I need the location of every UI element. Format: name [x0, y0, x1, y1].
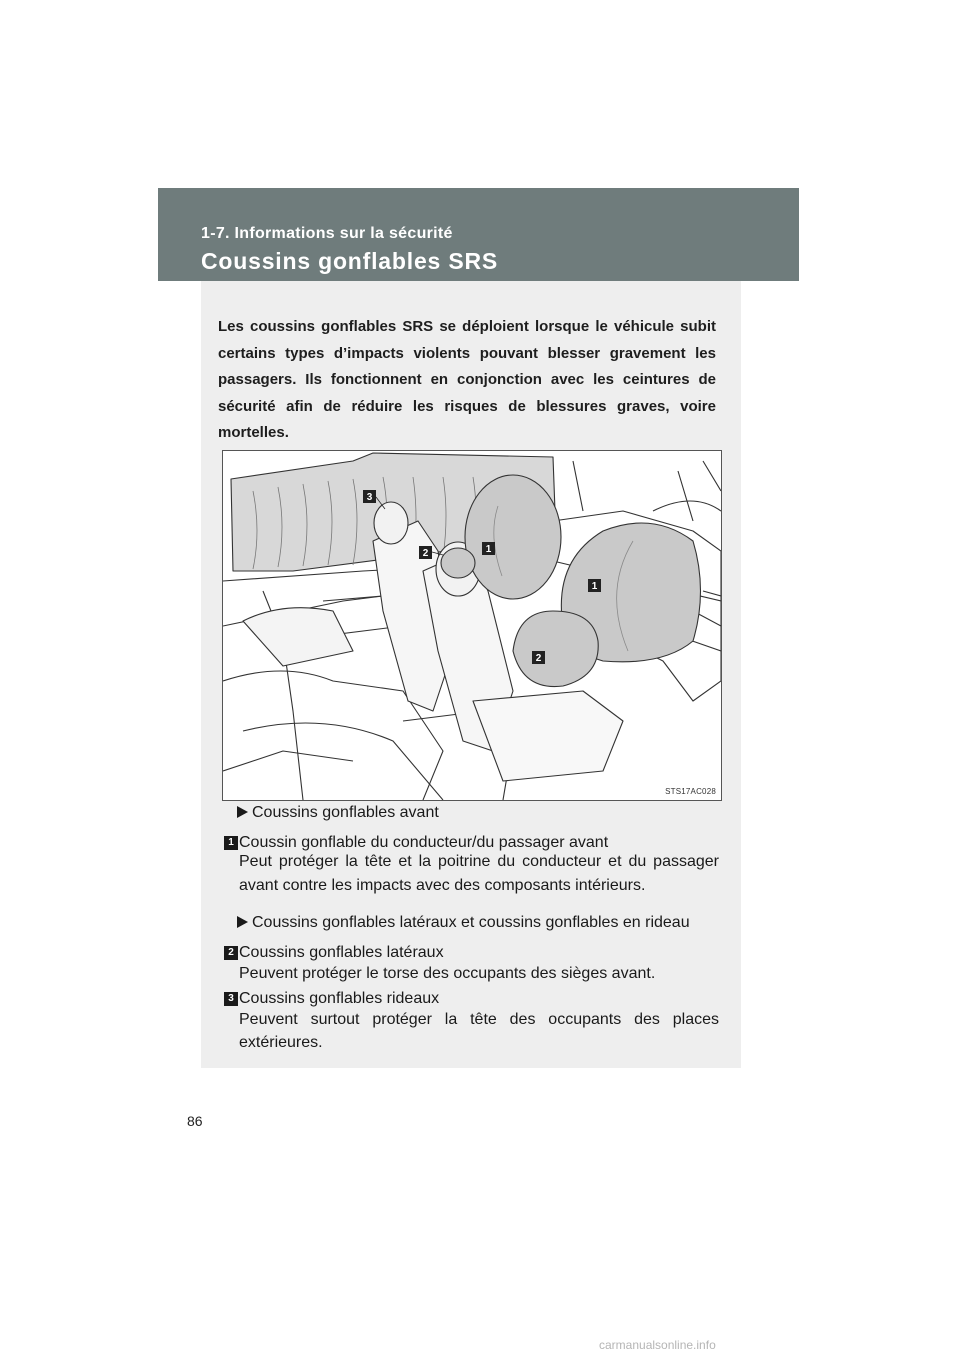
content-panel — [201, 281, 741, 1068]
item-desc-front-airbag: Peut protéger la tête et la poitrine du conducteur et du passager avant contre les impacts avec des composants intérieurs. — [239, 853, 719, 894]
number-badge-2: 2 — [224, 946, 238, 960]
illustration-code: STS17AC028 — [665, 787, 716, 796]
airbag-illustration — [222, 450, 722, 801]
item-title-front-airbag: Coussin gonflable du conducteur/du passager avant — [239, 834, 609, 851]
watermark: carmanualsonline.info — [599, 1338, 716, 1352]
car-interior-drawing — [223, 451, 721, 800]
svg-text:1: 1 — [485, 544, 492, 555]
callout-1-right — [588, 579, 601, 592]
item-desc-side-airbag: Peuvent protéger le torse des occupants des sièges avant. — [239, 965, 656, 982]
triangle-bullet-icon — [237, 916, 248, 928]
item-title-side-airbag: Coussins gonflables latéraux — [239, 944, 444, 961]
callout-2-lower — [532, 651, 545, 664]
page-title: Coussins gonflables SRS — [201, 248, 499, 274]
item-title-curtain-airbag: Coussins gonflables rideaux — [239, 990, 440, 1007]
page-number: 86 — [187, 1113, 203, 1129]
intro-paragraph: Les coussins gonflables SRS se déploient lorsque le véhicule subit certains types d’impacts violents pouvant blesser gravement les passagers. Ils fonctionnent en conjonction avec les ceintures de sécurité afin de réduire les risques de blessures graves, voire mortelles. — [218, 318, 716, 441]
item-desc-curtain-airbag: Peuvent surtout protéger la tête des occupants des places extérieures. — [239, 1011, 719, 1051]
svg-text:2: 2 — [422, 548, 429, 559]
callout-2-upper — [419, 546, 432, 559]
section-label: 1-7. Informations sur la sécurité — [201, 225, 453, 242]
chapter-header — [158, 188, 799, 281]
callout-1-left — [482, 542, 495, 555]
number-badge-1: 1 — [224, 836, 238, 850]
callout-3 — [363, 490, 376, 503]
section-heading-side-curtain: Coussins gonflables latéraux et coussins gonflables en rideau — [237, 910, 717, 935]
svg-text:3: 3 — [366, 492, 373, 503]
svg-text:1: 1 — [591, 581, 598, 592]
number-badge-3: 3 — [224, 992, 238, 1006]
triangle-bullet-icon — [237, 806, 248, 818]
section-heading-front: Coussins gonflables avant — [237, 800, 717, 825]
svg-text:2: 2 — [535, 653, 542, 664]
